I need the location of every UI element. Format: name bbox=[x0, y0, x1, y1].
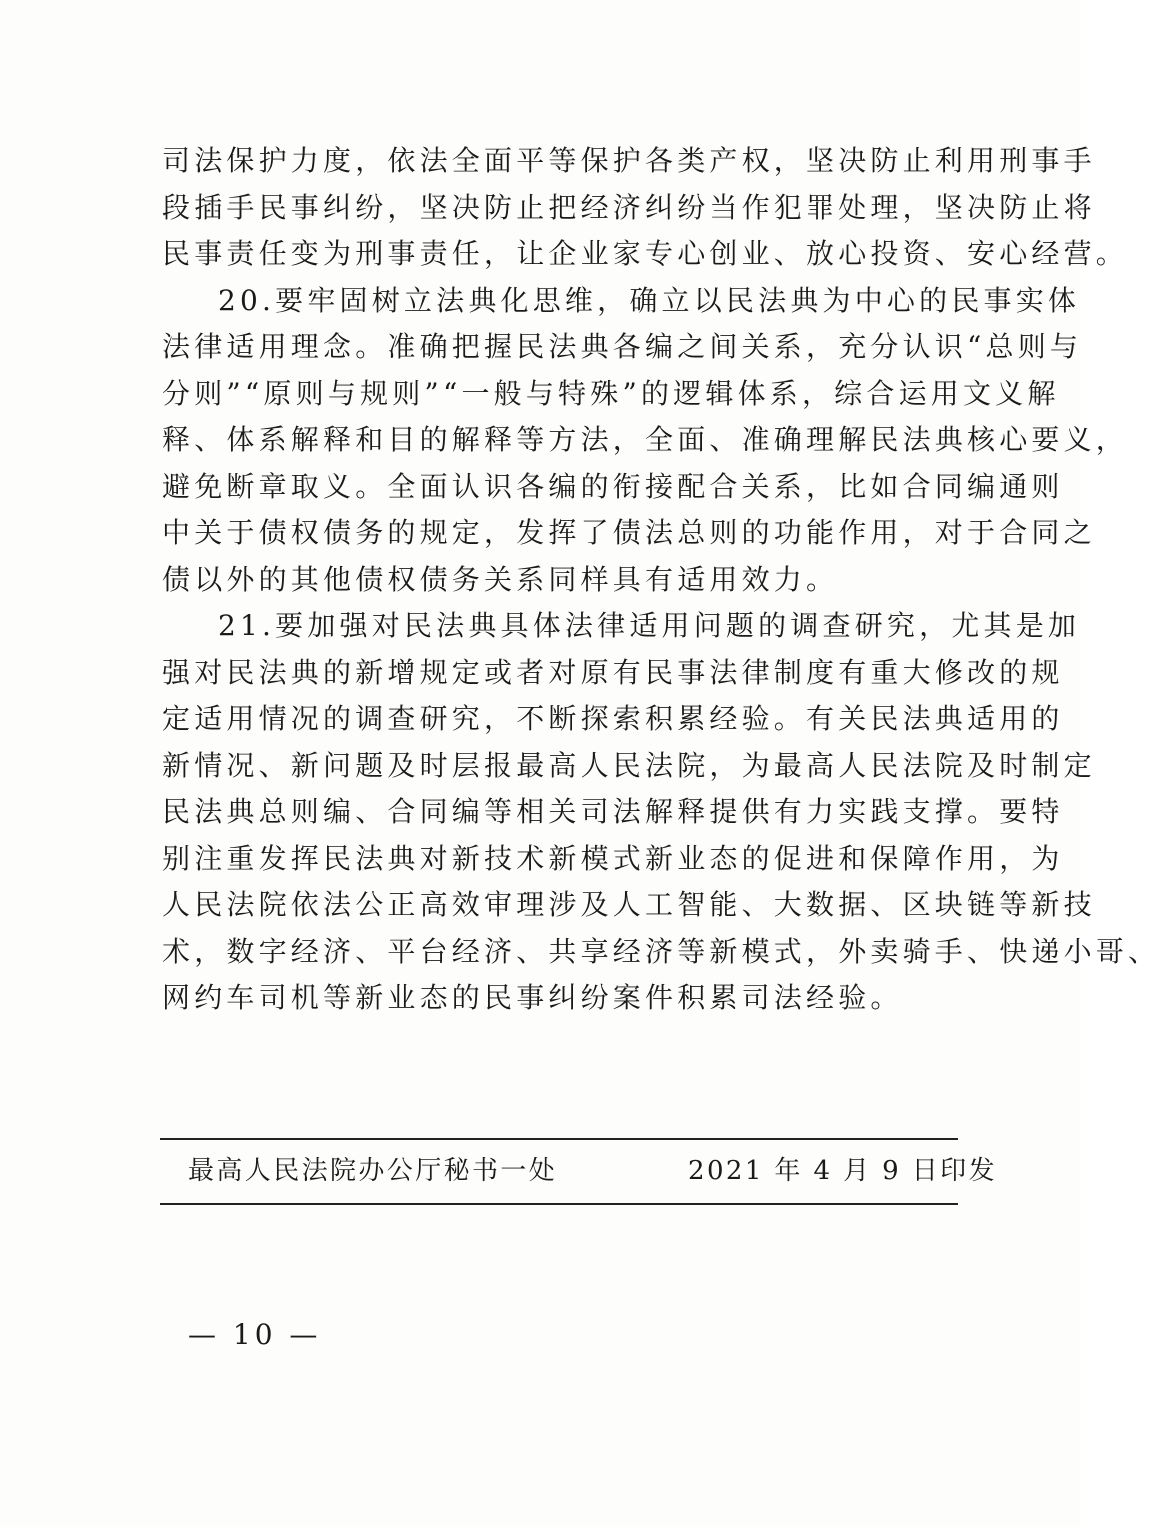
paragraph-line: 债以外的其他债权债务关系同样具有适用效力。 bbox=[162, 562, 839, 596]
paragraph-line: 强对民法典的新增规定或者对原有民事法律制度有重大修改的规 bbox=[162, 655, 1064, 689]
paragraph-line: 术，数字经济、平台经济、共享经济等新模式，外卖骑手、快递小哥、 bbox=[162, 934, 1160, 968]
paragraph-line: 新情况、新问题及时层报最高人民法院，为最高人民法院及时制定 bbox=[162, 748, 1096, 782]
footer-bottom-rule bbox=[160, 1203, 958, 1205]
paragraph bbox=[162, 278, 1129, 604]
paragraph-line: 避免断章取义。全面认识各编的衔接配合关系，比如合同编通则 bbox=[162, 469, 1064, 503]
paragraph-line: 21.要加强对民法典具体法律适用问题的调查研究，尤其是加 bbox=[218, 609, 1081, 642]
paragraph-line: 中关于债权债务的规定，发挥了债法总则的功能作用，对于合同之 bbox=[162, 516, 1096, 549]
footer-issue-date: 2021 年 4 月 9 日印发 bbox=[688, 1156, 997, 1186]
paragraph-line: 民法典总则编、合同编等相关司法解释提供有力实践支撑。要特 bbox=[162, 795, 1064, 828]
footer-top-rule bbox=[160, 1138, 958, 1140]
document-body bbox=[162, 138, 1160, 1022]
page-number: — 10 — bbox=[188, 1318, 322, 1351]
footer-issuer: 最高人民法院办公厅秘书一处 bbox=[188, 1156, 558, 1186]
paragraph-line: 释、体系解释和目的解释等方法，全面、准确理解民法典核心要义， bbox=[162, 423, 1129, 456]
paragraph-line: 网约车司机等新业态的民事纠纷案件积累司法经验。 bbox=[162, 981, 903, 1014]
paragraph bbox=[162, 603, 1160, 1022]
paragraph-line: 司法保护力度，依法全面平等保护各类产权，坚决防止利用刑事手 bbox=[162, 144, 1096, 177]
paragraph-line: 别注重发挥民法典对新技术新模式新业态的促进和保障作用，为 bbox=[162, 841, 1064, 875]
paragraph-line: 民事责任变为刑事责任，让企业家专心创业、放心投资、安心经营。 bbox=[162, 237, 1129, 270]
paragraph bbox=[162, 138, 1129, 278]
paragraph-line: 定适用情况的调查研究，不断探索积累经验。有关民法典适用的 bbox=[162, 702, 1064, 735]
paragraph-line: 段插手民事纠纷，坚决防止把经济纠纷当作犯罪处理，坚决防止将 bbox=[162, 190, 1096, 224]
paragraph-line: 法律适用理念。准确把握民法典各编之间关系，充分认识“总则与 bbox=[162, 330, 1083, 363]
paragraph-line: 分则”“原则与规则”“一般与特殊”的逻辑体系，综合运用文义解 bbox=[162, 376, 1060, 410]
paragraph-line: 人民法院依法公正高效审理涉及人工智能、大数据、区块链等新技 bbox=[162, 888, 1096, 921]
paragraph-line: 20.要牢固树立法典化思维，确立以民法典为中心的民事实体 bbox=[218, 283, 1081, 317]
